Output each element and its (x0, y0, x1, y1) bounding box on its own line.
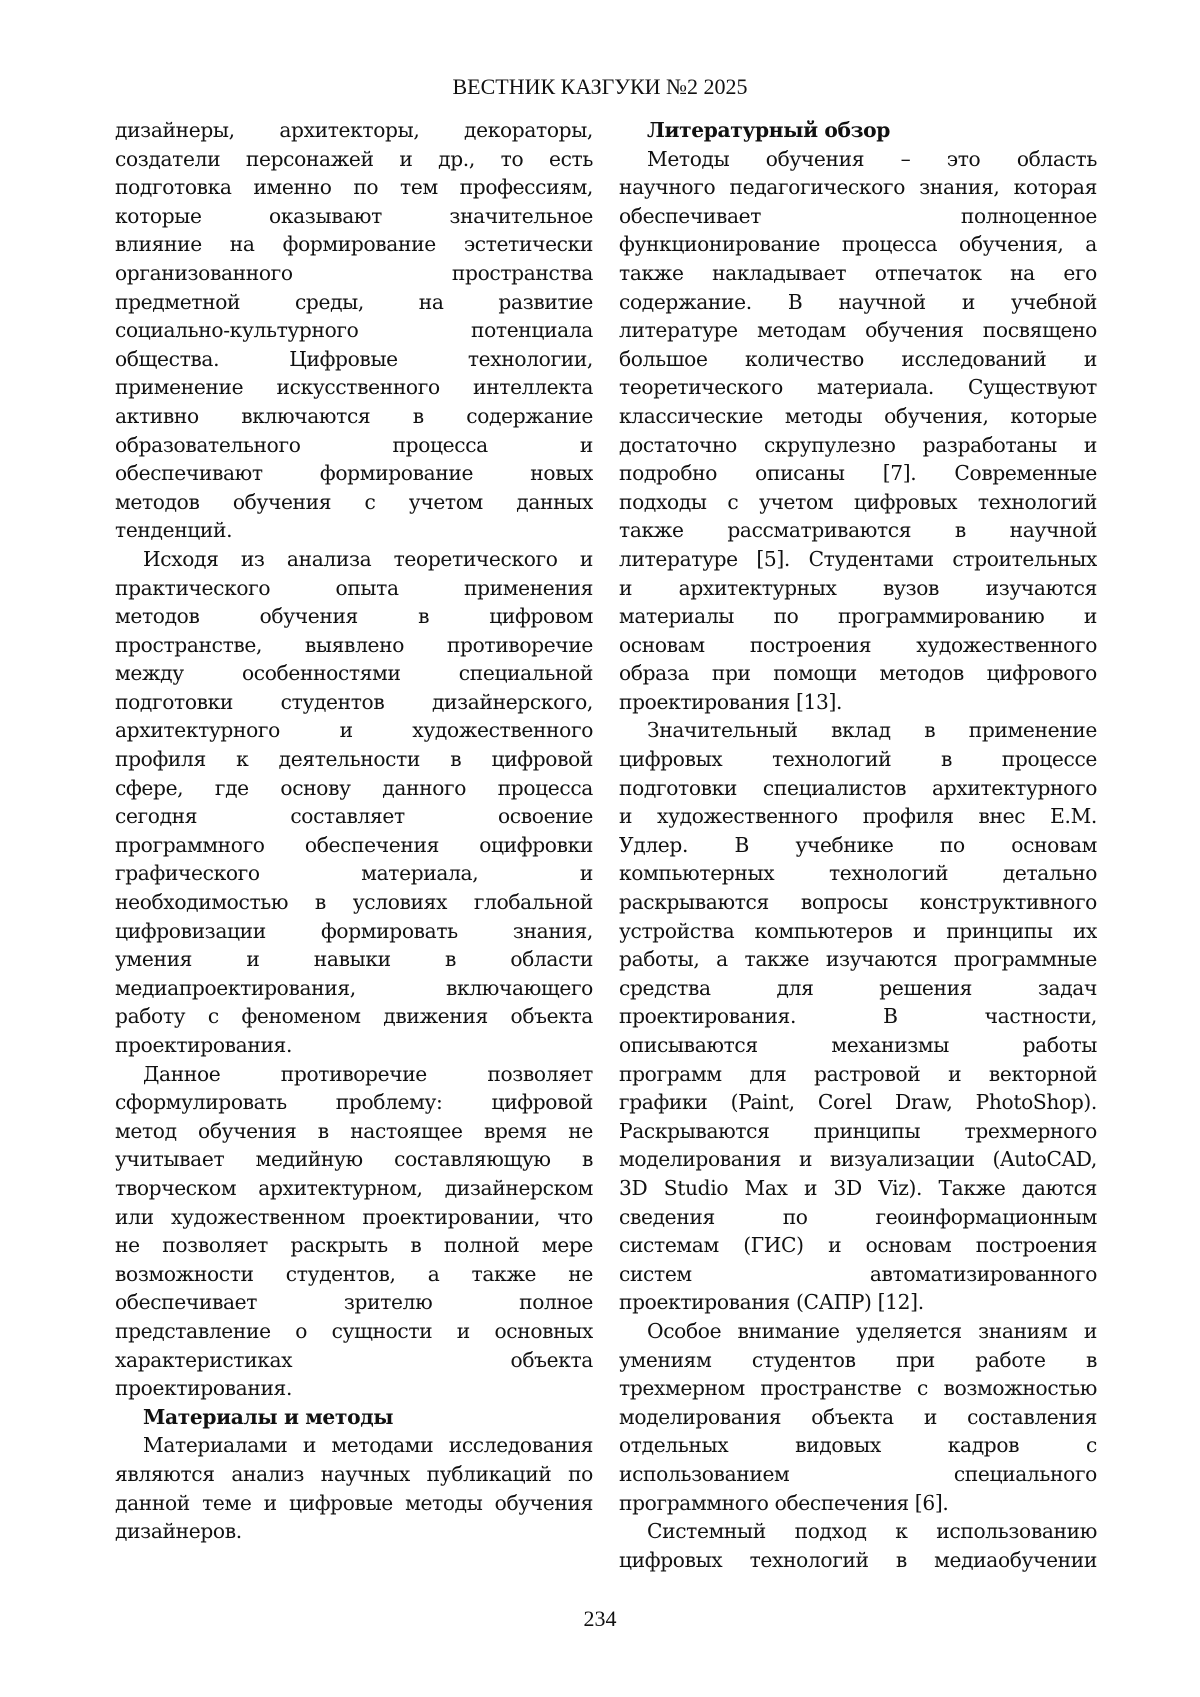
text-line: между особенностями специальной (115, 661, 593, 686)
text-line: создатели персонажей и др., то есть (115, 146, 593, 171)
text-line: систем автоматизированного (619, 1261, 1097, 1286)
text-line: Материалами и методами исследования (143, 1433, 593, 1458)
text-line: подготовка именно по тем профессиям, (115, 175, 593, 200)
text-line: практического опыта применения (115, 575, 593, 600)
text-line: умения и навыки в области (115, 947, 593, 972)
text-line: и архитектурных вузов изучаются (619, 575, 1097, 600)
text-line: графики (Paint, Corel Draw, PhotoShop). (619, 1090, 1097, 1115)
text-line: обеспечивают формирование новых (115, 461, 593, 486)
text-line: Особое внимание уделяется знаниям и (647, 1318, 1097, 1343)
text-line: сегодня составляет освоение (115, 804, 593, 829)
text-line: работы, а также изучаются программные (619, 947, 1097, 972)
text-line: представление о сущности и основных (115, 1318, 593, 1343)
text-line: возможности студентов, а также не (115, 1261, 593, 1286)
text-line: описываются механизмы работы (619, 1033, 1097, 1057)
text-line: архитектурного и художественного (115, 718, 593, 743)
text-line: и художественного профиля внес Е.М. (619, 804, 1097, 829)
text-line: подготовки специалистов архитектурного (619, 775, 1097, 800)
text-line: проектирования [13]. (619, 689, 843, 714)
text-line: графического материала, и (115, 861, 593, 886)
text-line: методов обучения в цифровом (115, 604, 593, 629)
text-line: обеспечивает зрителю полное (115, 1290, 593, 1315)
text-line: функционирование процесса обучения, а (619, 232, 1097, 257)
text-line: которые оказывают значительное (115, 203, 593, 228)
text-line: достаточно скрупулезно разработаны и (619, 432, 1097, 457)
text-line: метод обучения в настоящее время не (115, 1118, 593, 1143)
text-line: Методы обучения – это область (647, 146, 1097, 171)
text-line: проектирования. В частности, (619, 1004, 1097, 1029)
text-line: теоретического материала. Существуют (619, 375, 1097, 400)
text-line: образа при помощи методов цифрового (619, 661, 1097, 686)
text-line: программ для растровой и векторной (619, 1061, 1097, 1086)
text-line: активно включаются в содержание (115, 403, 593, 428)
text-line: цифровых технологий в медиаобучении (619, 1547, 1097, 1572)
text-line: применение искусственного интеллекта (115, 375, 593, 400)
text-line: отдельных видовых кадров с (619, 1433, 1097, 1458)
text-line: сформулировать проблему: цифровой (115, 1090, 593, 1115)
text-line: медиапроектирования, включающего (115, 975, 593, 1000)
text-line: являются анализ научных публикаций по (115, 1461, 593, 1486)
page-number: 234 (583, 1606, 617, 1631)
text-line: подходы с учетом цифровых технологий (619, 489, 1097, 514)
text-line: системам (ГИС) и основам построения (619, 1233, 1097, 1258)
section-heading-materials-methods: Материалы и методы (143, 1404, 394, 1429)
text-line: необходимостью в условиях глобальной (115, 890, 593, 915)
text-line: дизайнеры, архитекторы, декораторы, (115, 118, 593, 142)
text-line: литературе методам обучения посвящено (619, 318, 1097, 343)
text-line: проектирования. (115, 1033, 293, 1057)
text-line: дизайнеров. (115, 1519, 242, 1544)
text-line: обеспечивает полноценное (619, 203, 1097, 228)
text-line: содержание. В научной и учебной (619, 289, 1097, 314)
text-line: использованием специального (619, 1461, 1097, 1486)
text-line: моделирования и визуализации (AutoCAD, (619, 1147, 1097, 1172)
text-line: творческом архитектурном, дизайнерском (115, 1175, 593, 1200)
text-line: 3D Studio Max и 3D Viz). Также даются (619, 1175, 1097, 1200)
text-line: Системный подход к использованию (647, 1519, 1097, 1544)
text-line: общества. Цифровые технологии, (115, 346, 593, 371)
text-line: средства для решения задач (619, 975, 1097, 1000)
text-line: методов обучения с учетом данных (115, 489, 593, 514)
text-line: тенденций. (115, 518, 233, 543)
text-line: литературе [5]. Студентами строительных (619, 546, 1097, 571)
text-line: Раскрываются принципы трехмерного (619, 1118, 1097, 1143)
text-line: основам построения художественного (619, 632, 1097, 657)
text-line: трехмерном пространстве с возможностью (619, 1376, 1097, 1401)
text-line: учитывает медийную составляющую в (115, 1147, 593, 1172)
text-line: пространстве, выявлено противоречие (115, 632, 593, 657)
text-line: Исходя из анализа теоретического и (143, 546, 593, 571)
text-line: или художественном проектировании, что (115, 1204, 593, 1229)
text-line: программного обеспечения оцифровки (115, 832, 593, 857)
section-heading-literature-review: Литературный обзор (647, 118, 891, 142)
text-line: влияние на формирование эстетически (115, 232, 593, 257)
text-line: социально-культурного потенциала (115, 318, 593, 343)
text-line: цифровых технологий в процессе (619, 747, 1097, 772)
text-line: Данное противоречие позволяет (143, 1061, 593, 1086)
text-line: также рассматриваются в научной (619, 518, 1097, 543)
text-line: программного обеспечения [6]. (619, 1490, 949, 1515)
text-line: Значительный вклад в применение (647, 718, 1097, 743)
right-column (619, 116, 1097, 1574)
text-line: материалы по программированию и (619, 604, 1097, 629)
text-line: не позволяет раскрыть в полной мере (115, 1233, 593, 1258)
text-line: раскрываются вопросы конструктивного (619, 890, 1097, 915)
text-line: образовательного процесса и (115, 432, 593, 457)
text-line: устройства компьютеров и принципы их (619, 918, 1097, 943)
text-line: Удлер. В учебнике по основам (619, 832, 1097, 857)
text-line: подготовки студентов дизайнерского, (115, 689, 593, 714)
text-line: сведения по геоинформационным (619, 1204, 1097, 1229)
text-line: цифровизации формировать знания, (115, 918, 593, 943)
text-line: работу с феноменом движения объекта (115, 1004, 593, 1029)
text-line: организованного пространства (115, 260, 593, 285)
text-line: научного педагогического знания, которая (619, 175, 1097, 200)
text-line: сфере, где основу данного процесса (115, 775, 593, 800)
text-line: данной теме и цифровые методы обучения (115, 1490, 593, 1515)
text-line: проектирования. (115, 1376, 293, 1401)
text-line: умениям студентов при работе в (619, 1347, 1097, 1372)
text-line: проектирования (САПР) [12]. (619, 1290, 924, 1315)
text-line: подробно описаны [7]. Современные (619, 461, 1097, 486)
text-line: профиля к деятельности в цифровой (115, 747, 593, 772)
left-column (115, 116, 593, 1546)
journal-running-head: ВЕСТНИК КАЗГУКИ №2 2025 (452, 74, 748, 99)
text-line: также накладывает отпечаток на его (619, 260, 1097, 285)
text-line: классические методы обучения, которые (619, 403, 1097, 428)
text-line: большое количество исследований и (619, 346, 1097, 371)
text-line: моделирования объекта и составления (619, 1404, 1097, 1429)
text-line: компьютерных технологий детально (619, 861, 1097, 886)
text-line: предметной среды, на развитие (115, 289, 593, 314)
text-line: характеристиках объекта (115, 1347, 593, 1372)
